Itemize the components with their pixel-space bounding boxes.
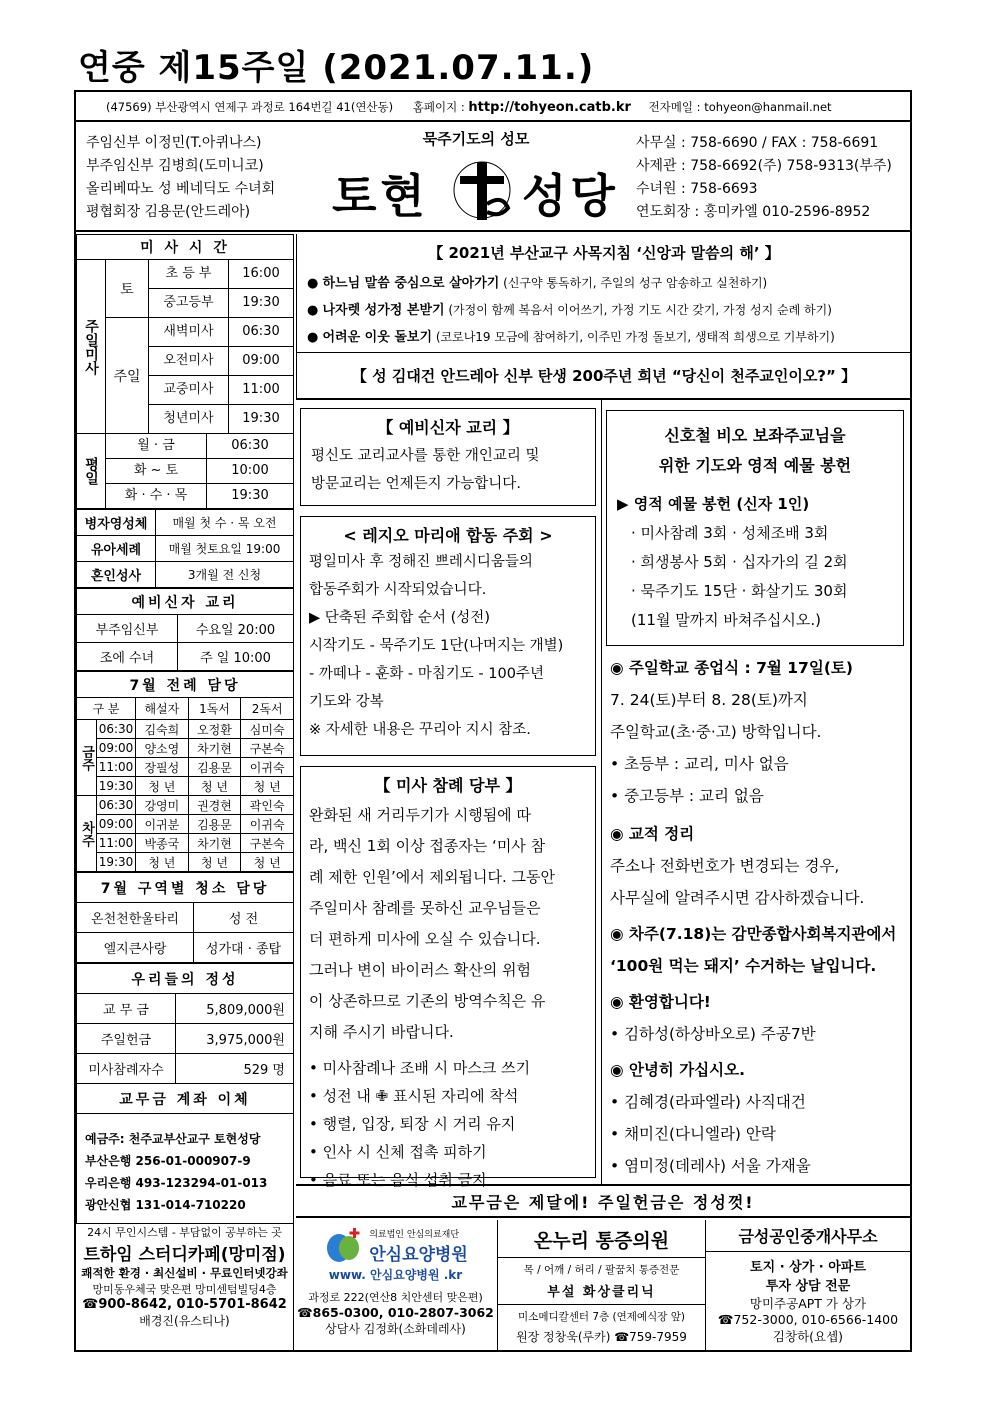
cleaning-table: 7월 구역별 청소 담당 온천천한울타리 성 전 엘지큰사랑 성가대 · 종탑 [76, 872, 294, 963]
pastoral-heading: 【 2021년 부산교구 사목지침 ‘신앙과 말씀의 해’ 】 [428, 244, 780, 262]
address-text: (47569) 부산광역시 연제구 과정로 164번길 41(연산동) [106, 100, 394, 114]
notice-heading: ◉ 환영합니다! [610, 993, 711, 1011]
notice-heading: ◉ 주일학교 종업식 : 7월 17일(토) [610, 659, 853, 677]
sunday-mass-label: 주일미사 [77, 260, 106, 434]
ad-study-cafe: 24시 무인시스템 - 부담없이 공부하는 곳 트하임 스터디카페(망미점) 쾌적한 환경 · 최신설비 · 무료인터넷강좌 망미동우체국 맞은편 망미센텀빌딩4층 ☎900-8642, 010-5701-8642 배경진(유스티나) [76, 1220, 294, 1350]
pastoral-items: ● 하느님 말씀 중심으로 살아가기 (신구약 통독하기, 주일의 성구 암송하고 실천하기) ● 나자렛 성가정 본받기 (가정이 함께 복음서 이어쓰기, 가정 기도 시간 갖기, 가정 성지 순례 하기) ● 어려운 이웃 돌보기 (코로나19 모금에 참여하기, 이주민 가정 돌보기, 생태적 희생으로 기부하기) [307, 276, 835, 345]
offering-table: 우리들의 정성 교 무 금 5,809,000원 주일헌금 3,975,000원 미사참례자수 529 명 교무금 계좌 이체 [76, 963, 294, 1114]
saturday-label: 토 [106, 260, 149, 318]
ad-hospital: 의료법인 안심의료재단 안심요양병원 www. 안심요양병원 .kr 과정로 222(연산8 치안센터 맞은편) ☎865-0300, 010-2807-3062 상담사 김정화(소화데레사) [294, 1220, 498, 1350]
hospital-logo-icon [323, 1226, 363, 1266]
mass-schedule-table: 미 사 시 간 주일미사 토 초 등 부 16:00 중고등부 19:30 주일 새벽미사 06:30 오전미사 09:00 교중미사 11:00 청년미사 19:30 평일 월 · 금 06:30 화 ~ 토 10:00 화 · 수 · 목 19:30 [76, 234, 294, 509]
notice-heading: ◉ 교적 정리 [610, 825, 695, 843]
left-column [76, 234, 294, 1224]
column-divider [601, 400, 602, 1184]
slogan-banner: 교무금은 제달에! 주일헌금은 정성껏! [296, 1184, 910, 1218]
pastoral-box [296, 234, 910, 400]
mass-header: 미 사 시 간 [77, 235, 294, 260]
contact-list: 사무실 : 758-6690 / FAX : 758-6691 사제관 : 758-6692(주) 758-9313(부주) 수녀원 : 758-6693 연도회장 : 홍미카엘 010-2596-8952 [636, 135, 892, 220]
page-title: 연중 제15주일 (2021.07.11.) [78, 48, 595, 88]
ads-row [76, 1220, 910, 1350]
notice-heading: ◉ 차주(7.18)는 감만종합사회복지관에서 [610, 925, 897, 943]
church-logo [322, 154, 642, 226]
quarantine-rules: • 미사참례나 조배 시 마스크 쓰기 • 성전 내 ✙ 표시된 자리에 착석 • 행렬, 입장, 퇴장 시 거리 유지 • 인사 시 신체 접촉 피하기 • 음료 또는 음식 섭취 금지 [309, 1059, 531, 1189]
sunday-label: 주일 [106, 318, 149, 434]
jubilee-banner: 【 성 김대건 안드레아 신부 탄생 200주년 희년 “당신이 천주교인이오?” 】 [297, 352, 911, 400]
logo-right-text: 성당 [522, 169, 619, 223]
cross-icon [442, 154, 522, 226]
mass-notice-box: 【 미사 참례 당부 】 완화된 새 거리두기가 시행됨에 따 라, 백신 1회 이상 접종자는 ‘미사 참 례 제한 인원’에서 제외됩니다. 그동안 주일미사 참례를 못하신 교우님들은 더 편하게 미사에 오실 수 있습니다. 그러나 변이 바이러스 확산의 위험 이 상존하므로 기존의 방역수칙은 유 지해 주시기 바랍니다. • 미사참례나 조배 시 마스크 쓰기 • 성전 내 ✙ 표시된 자리에 착석 • 행렬, 입장, 퇴장 시 거리 유지 • 인사 시 신체 접촉 피하기 • 음료 또는 음식 섭취 금지 [300, 766, 596, 1178]
ad-real-estate: 금성공인중개사무소 토지 · 상가 · 아파트 투자 상담 전문 망미주공APT 가 상가 ☎752-3000, 010-6566-1400 김창하(요셉) [706, 1220, 910, 1350]
email-link[interactable]: tohyeon@hanmail.net [704, 100, 832, 114]
homepage-link[interactable]: http://tohyeon.catb.kr [468, 100, 631, 115]
logo-left-text: 토현 [332, 169, 429, 223]
staff-list: 주임신부 이정민(T.아퀴나스) 부주임신부 김병희(도미니코) 올리베따노 성 베네딕도 수녀회 평협회장 김용문(안드레아) [86, 135, 276, 220]
address-bar: (47569) 부산광역시 연제구 과정로 164번길 41(연산동) 홈페이지 : http://tohyeon.catb.kr 전자메일 : tohyeon@hanmail.net [76, 92, 910, 122]
prayer-box: 신호철 비오 보좌주교님을 위한 기도와 영적 예물 봉헌 ▶ 영적 예물 봉헌 (신자 1인) · 미사참례 3회 · 성체조배 3회 · 희생봉사 5회 · 십자가의 길 2회 · 묵주기도 15단 · 화살기도 30회 (11월 말까지 바쳐주십시오.) [606, 410, 904, 646]
catechism-box: 【 예비신자 교리 】 평신도 교리교사를 통한 개인교리 및 방문교리는 언제든지 가능합니다. [300, 408, 596, 506]
ad-pain-clinic: 온누리 통증의원 목 / 어깨 / 허리 / 팔꿈치 통증전문 부설 화상클리닉 미소메디칼센터 7층 (연제예식장 앞) 원장 정창욱(루카) ☎759-7959 [498, 1220, 706, 1350]
catechumen-table: 예비신자 교리 부주임신부 수요일 20:00 조에 수녀 주 일 10:00 [76, 588, 294, 671]
header [76, 124, 910, 232]
sacraments-table: 병자영성체 매월 첫 수 · 목 오전 유아세례 매월 첫토요일 19:00 혼인성사 3개월 전 신청 [76, 509, 294, 588]
notices: ◉ 주일학교 종업식 : 7월 17일(토) 7. 24(토)부터 8. 28(토)까지 주일학교(초·중·고) 방학입니다. • 초등부 : 교리, 미사 없음 • 중고등부 : 교리 없음 ◉ 교적 정리 주소나 전화번호가 변경되는 경우, 사무실에 알려주시면 감사하겠습니다. ◉ 차주(7.18)는 감만종합사회복지관에서 ‘100원 먹는 돼지’ 수거하는 날입니다. ◉ 환영합니다! • 김하성(하상바오로) 주공7반 ◉ 안녕히 가십시오. • 김혜경(라파엘라) 사직대건 • 채미진(다니엘라) 안락 • 염미정(데레사) 서울 가재울 [610, 652, 906, 1182]
logo-subtitle: 묵주기도의 성모 [422, 130, 530, 148]
liturgy-table: 7월 전례 담당 구 분 해설자 1독서 2독서 금주 06:30 김숙희 오정환 심미숙 09:00 양소영 차기현 구본숙 11:00 장필성 김용문 이귀숙 19:30 청 년 청 년 청 년 차주 06:30 강영미 권경현 곽인숙 09:00 이귀분 김용문 이귀숙 11:00 박종국 차기현 구본숙 19:30 청 년 청 년 청 년 [76, 671, 294, 872]
notice-heading: ◉ 안녕히 가십시오. [610, 1061, 746, 1079]
account-info: 예금주: 천주교부산교구 토현성당 부산은행 256-01-000907-9 우리은행 493-123294-01-013 광안신협 131-014-710220 [76, 1114, 294, 1224]
legio-box: < 레지오 마리애 합동 주회 > 평일미사 후 정해진 쁘레시디움들의 합동주회가 시작되었습니다. ▶ 단축된 주회합 순서 (성전) 시작기도 - 묵주기도 1단(나머지는 개별) - 까떼나 - 훈화 - 마침기도 - 100주년 기도와 강복 ※ 자세한 내용은 꾸리아 지시 참조. [300, 516, 596, 756]
weekday-mass-label: 평일 [77, 434, 106, 509]
